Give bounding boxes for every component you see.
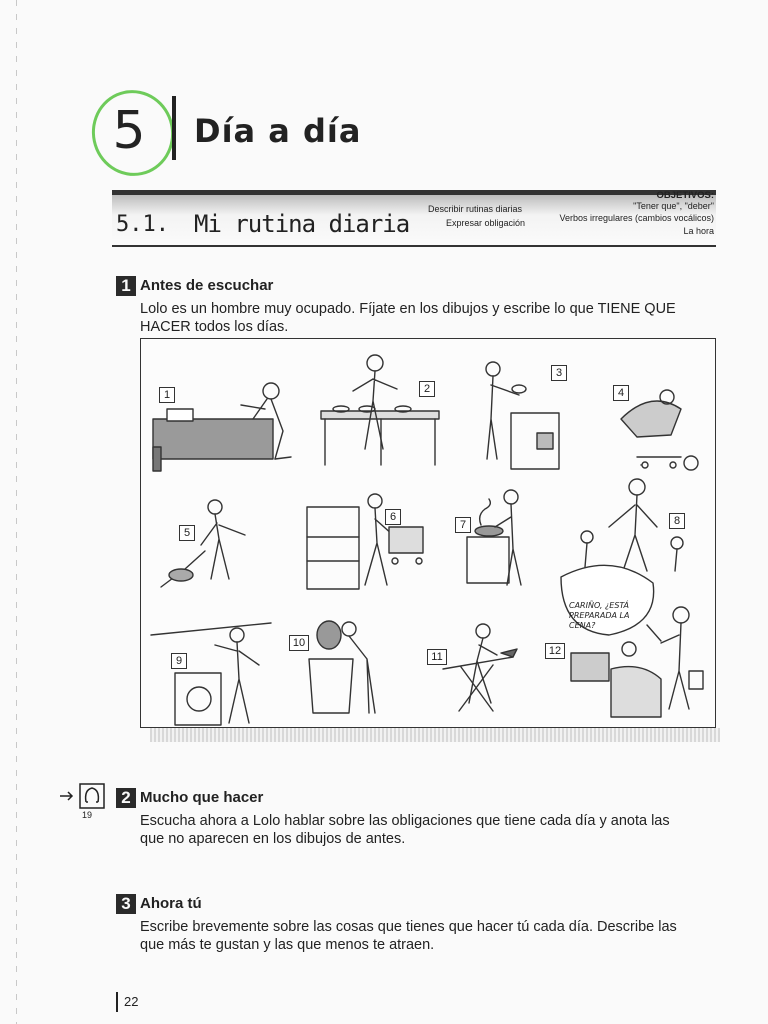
panel-8-drawing xyxy=(581,479,683,571)
illustration-shadow xyxy=(150,728,720,742)
panel-number-4: 4 xyxy=(613,385,629,401)
panel-number-9: 9 xyxy=(171,653,187,669)
exercise-1-title: Antes de escuchar xyxy=(140,277,274,294)
panel-number-7: 7 xyxy=(455,517,471,533)
exercise-1-instruction-line-2: HACER todos los días. xyxy=(140,319,289,335)
chapter-divider xyxy=(172,96,176,160)
panel-3-drawing xyxy=(486,362,559,469)
chapter-number: 5 xyxy=(112,101,146,161)
exercise-3-instruction-line-2: que más te gustan y las que menos te atraen. xyxy=(140,937,435,953)
objective-1: "Tener que", "deber" xyxy=(633,201,714,211)
panel-number-6: 6 xyxy=(385,509,401,525)
objective-2: Verbos irregulares (cambios vocálicos) xyxy=(559,213,714,223)
panel-4-drawing xyxy=(621,390,698,470)
panel-number-8: 8 xyxy=(669,513,685,529)
section-number: 5.1. xyxy=(116,212,169,237)
margin-line xyxy=(16,0,17,1024)
panel-number-5: 5 xyxy=(179,525,195,541)
panel-number-3: 3 xyxy=(551,365,567,381)
section-description-2: Expresar obligación xyxy=(446,218,526,228)
panel-9-drawing xyxy=(151,623,271,725)
exercise-3-title: Ahora tú xyxy=(140,895,202,912)
exercise-3-instruction-line-1: Escribe brevemente sobre las cosas que tienes que hacer tú cada día. Describe las xyxy=(140,919,677,935)
panel-7-drawing xyxy=(467,490,521,585)
exercise-3-number: 3 xyxy=(116,894,136,914)
page-number: 22 xyxy=(124,994,139,1009)
exercise-1-number: 1 xyxy=(116,276,136,296)
exercise-1-instruction-line-1: Lolo es un hombre muy ocupado. Fíjate en los dibujos y escribe lo que TIENE QUE xyxy=(140,301,676,317)
exercise-2-title: Mucho que hacer xyxy=(140,789,264,806)
daily-routine-illustration xyxy=(140,338,716,728)
panel-2-drawing xyxy=(321,355,439,465)
panel-number-11: 11 xyxy=(427,649,447,665)
panel-12-drawing xyxy=(561,565,703,717)
exercise-2-number: 2 xyxy=(116,788,136,808)
exercise-2-instruction-line-2: que no aparecen en los dibujos de antes. xyxy=(140,831,406,847)
speech-bubble-text: CARIÑO, ¿ESTÁ PREPARADA LA CENA? xyxy=(569,601,630,630)
objective-3: La hora xyxy=(683,226,714,236)
audio-track-number: 19 xyxy=(82,810,93,820)
panel-10-drawing xyxy=(309,621,375,713)
chapter-title: Día a día xyxy=(194,112,362,150)
exercise-2-instruction-line-1: Escucha ahora a Lolo hablar sobre las obligaciones que tiene cada día y anota las xyxy=(140,813,670,829)
panel-number-10: 10 xyxy=(289,635,309,651)
panel-number-2: 2 xyxy=(419,381,435,397)
section-title: Mi rutina diaria xyxy=(194,210,410,238)
objectives-heading: OBJETIVOS: xyxy=(656,190,714,201)
panel-number-12: 12 xyxy=(545,643,565,659)
page-number-bar xyxy=(116,992,118,1012)
panel-5-drawing xyxy=(161,500,245,587)
panel-11-drawing xyxy=(443,624,517,711)
section-description-1: Describir rutinas diarias xyxy=(428,204,523,214)
panel-number-1: 1 xyxy=(159,387,175,403)
panel-6-drawing xyxy=(307,494,423,589)
